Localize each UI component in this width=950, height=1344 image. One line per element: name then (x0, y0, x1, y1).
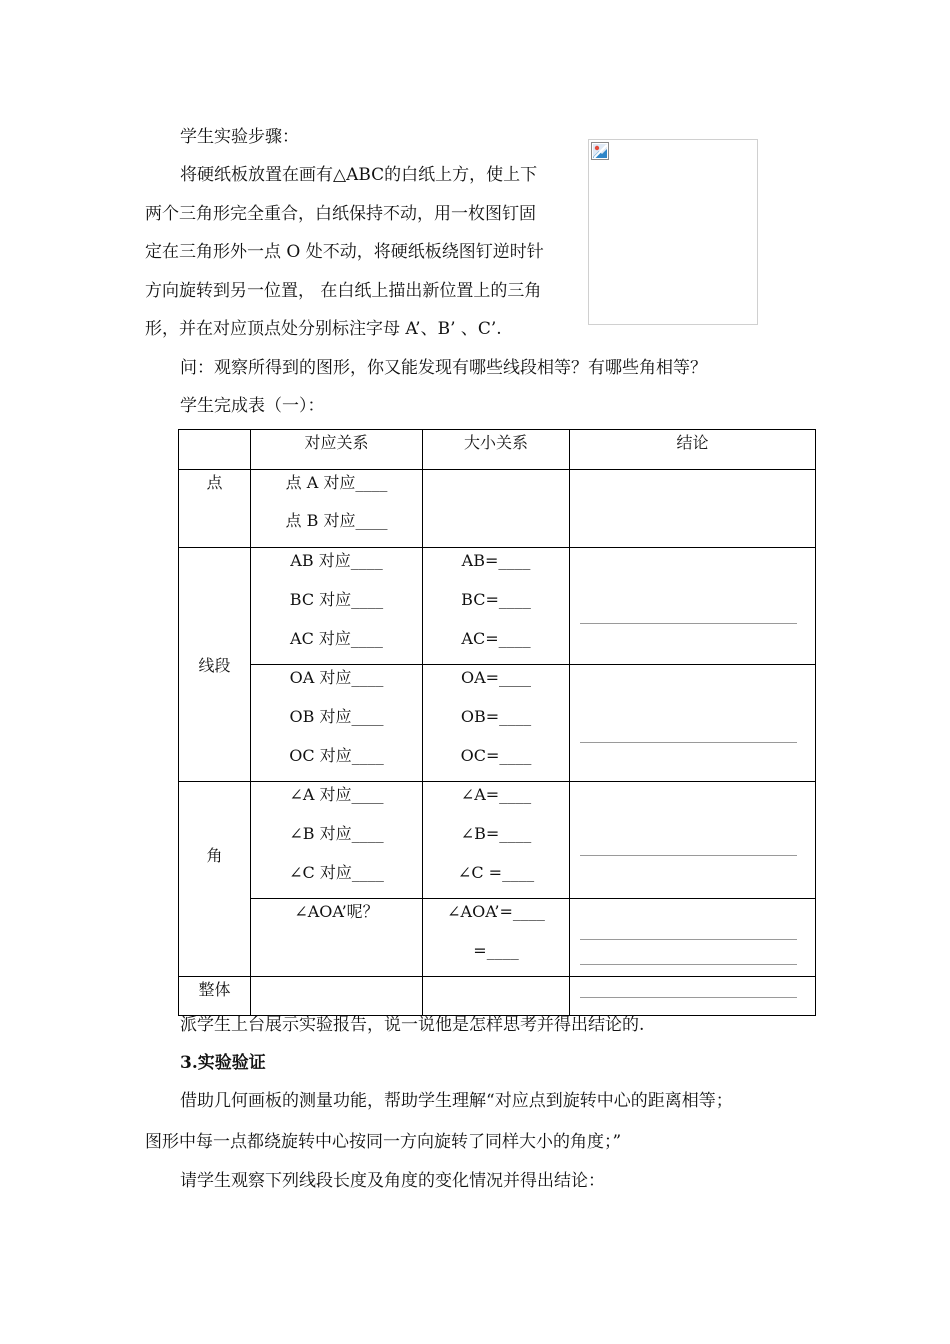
angle-size-2: ∠AOA’=____ =____ (423, 899, 570, 977)
paragraph-line: 将硬纸板放置在画有△ABC的白纸上方，使上下 (180, 165, 538, 185)
rotation-table (178, 429, 816, 1016)
paragraph-line: 请学生观察下列线段长度及角度的变化情况并得出结论： (180, 1171, 605, 1191)
answer-line (580, 855, 797, 856)
paragraph-line: 定在三角形外一点 O 处不动，将硬纸板绕图钉逆时针 (145, 242, 544, 262)
answer-line (580, 623, 797, 624)
segment-correspondence-2: OA 对应____ OB 对应____ OC 对应____ (251, 665, 423, 782)
paragraph-line: 两个三角形完全重合，白纸保持不动，用一枚图钉固 (145, 204, 536, 224)
segment-correspondence-1: AB 对应____ BC 对应____ AC 对应____ (251, 548, 423, 665)
row-label-angle: 角 (179, 782, 251, 977)
answer-line (580, 997, 797, 998)
segment-size-1: AB=____ BC=____ AC=____ (423, 548, 570, 665)
answer-line (580, 964, 797, 965)
paragraph-steps-title: 学生实验步骤： (180, 127, 299, 147)
header-size-relation: 大小关系 (423, 430, 570, 470)
angle-size-1: ∠A=____ ∠B=____ ∠C =____ (423, 782, 570, 899)
angle-correspondence-1: ∠A 对应____ ∠B 对应____ ∠C 对应____ (251, 782, 423, 899)
angle-conclusion-1[interactable] (570, 782, 816, 899)
point-size-cell[interactable] (423, 470, 570, 548)
point-conclusion-cell[interactable] (570, 470, 816, 548)
broken-image-icon (591, 142, 609, 160)
row-label-whole: 整体 (179, 977, 251, 1016)
angle-conclusion-2[interactable] (570, 899, 816, 977)
row-label-segment: 线段 (179, 548, 251, 782)
paragraph-line: 图形中每一点都绕旋转中心按同一方向旋转了同样大小的角度；” (145, 1132, 622, 1152)
question-line: 问：观察所得到的图形，你又能发现有哪些线段相等？有哪些角相等？ (180, 358, 707, 378)
paragraph-line: 借助几何画板的测量功能，帮助学生理解“对应点到旋转中心的距离相等； (180, 1091, 733, 1111)
header-correspondence: 对应关系 (251, 430, 423, 470)
point-correspondence: 点 A 对应____ 点 B 对应____ (251, 470, 423, 548)
answer-line (580, 939, 797, 940)
whole-correspondence-cell[interactable] (251, 977, 423, 1016)
paragraph-line: 方向旋转到另一位置， 在白纸上描出新位置上的三角 (145, 281, 542, 301)
answer-line (580, 742, 797, 743)
header-conclusion: 结论 (570, 430, 816, 470)
angle-correspondence-2: ∠AOA’呢？ (251, 899, 423, 977)
header-empty (179, 430, 251, 470)
section-heading: 3.实验验证 (180, 1053, 266, 1073)
paragraph-line: 形，并在对应顶点处分别标注字母 A’、B’ 、C’. (145, 319, 502, 339)
segment-conclusion-1[interactable] (570, 548, 816, 665)
whole-size-cell[interactable] (423, 977, 570, 1016)
segment-conclusion-2[interactable] (570, 665, 816, 782)
segment-size-2: OA=____ OB=____ OC=____ (423, 665, 570, 782)
whole-conclusion[interactable] (570, 977, 816, 1016)
table-caption: 学生完成表（一）： (180, 396, 325, 416)
row-label-point: 点 (179, 470, 251, 548)
image-placeholder (588, 139, 758, 325)
paragraph-line: 派学生上台展示实验报告，说一说他是怎样思考并得出结论的. (180, 1015, 645, 1035)
